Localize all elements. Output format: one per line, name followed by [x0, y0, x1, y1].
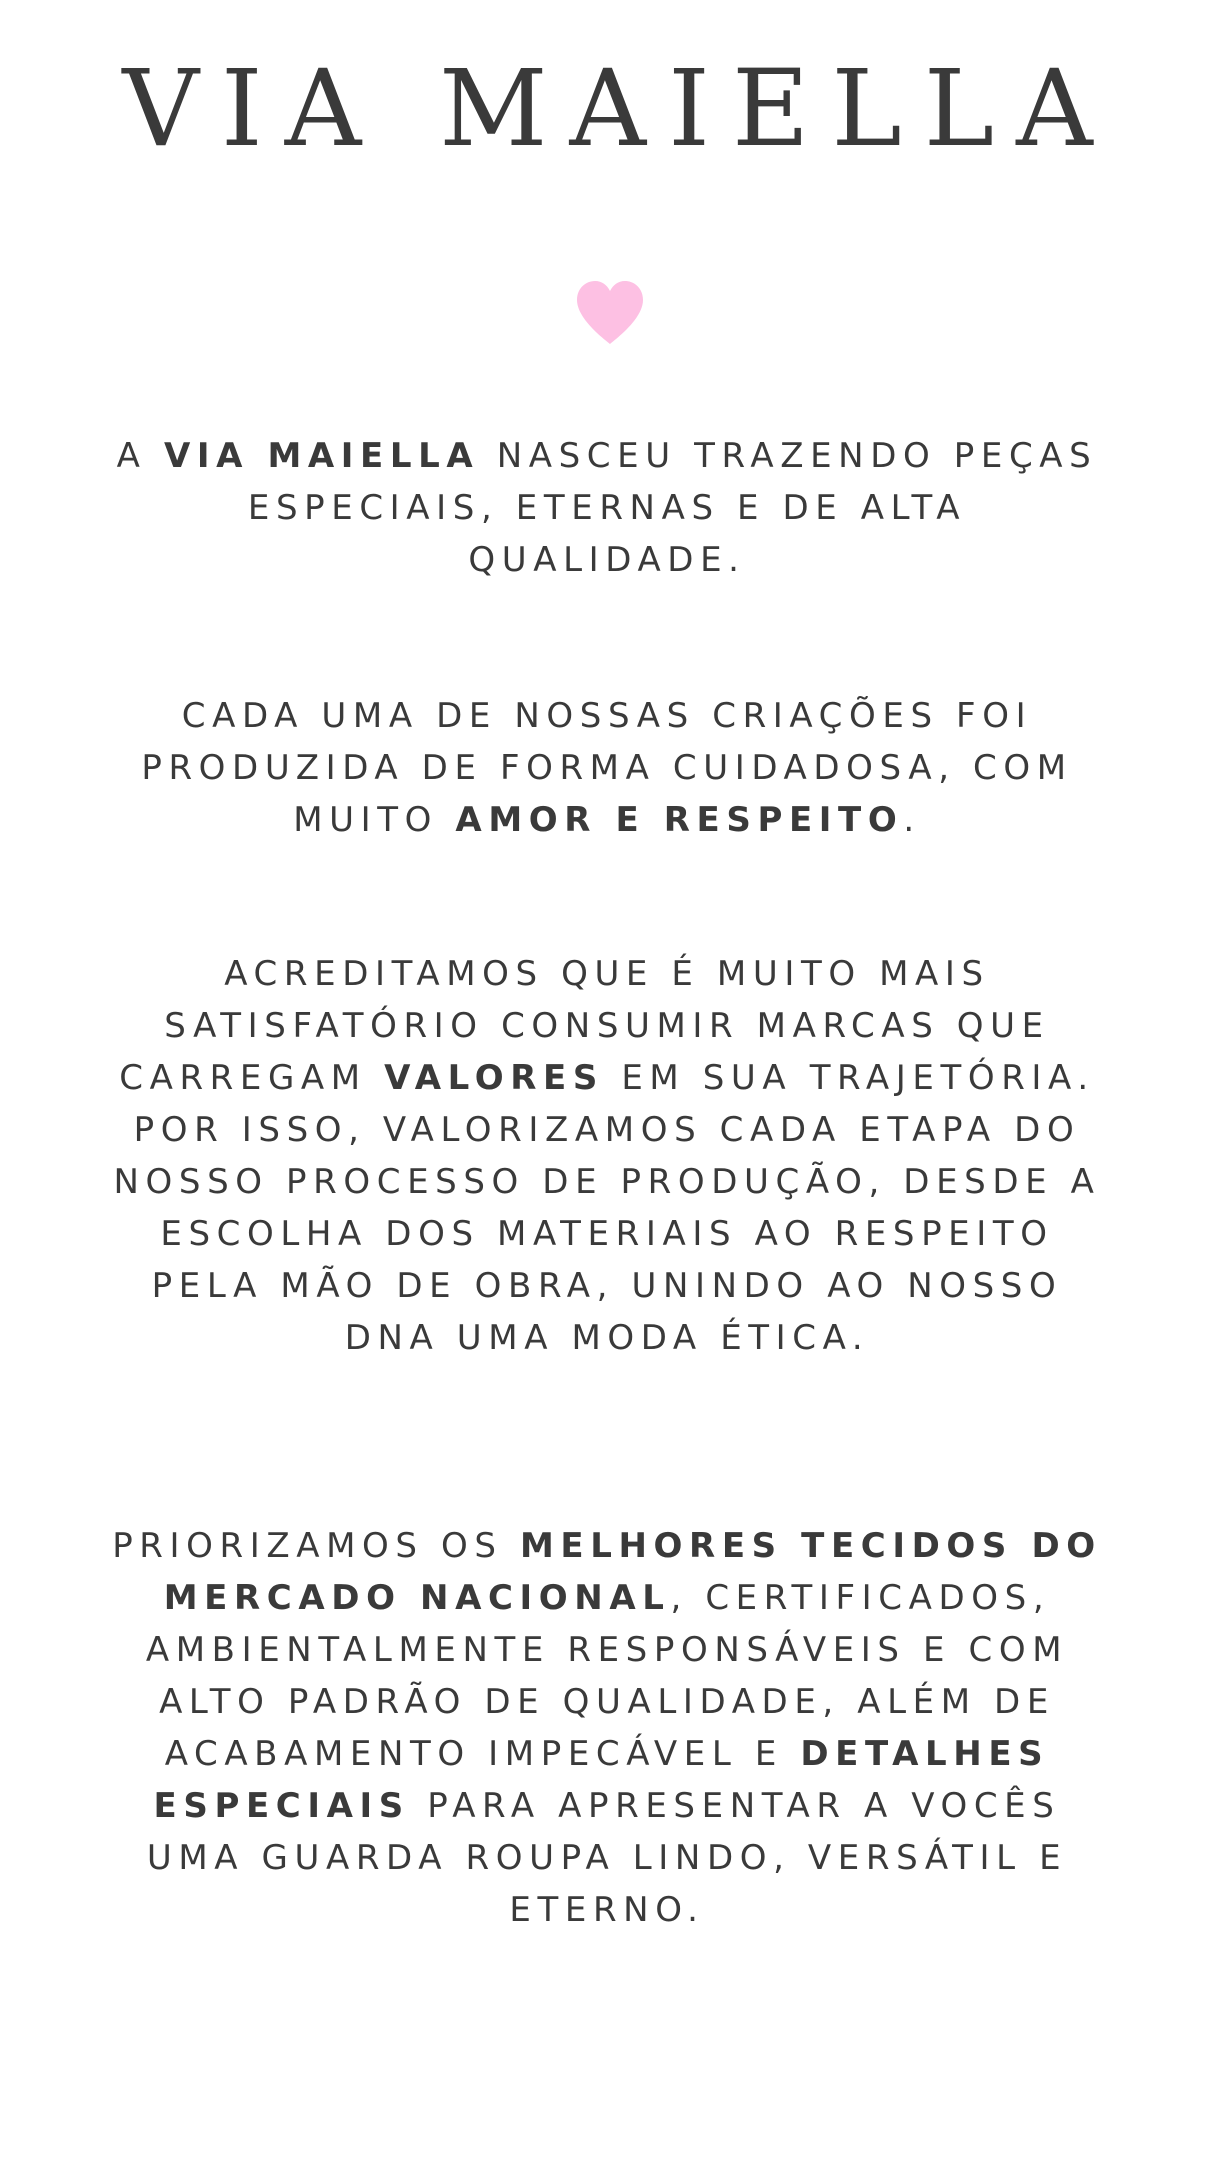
brand-title: VIA MAIELLA [122, 47, 1115, 170]
text-run-bold: DETALHES ESPECIAIS [153, 1734, 1050, 1826]
text-run-bold: VIA MAIELLA [163, 436, 480, 476]
craft-paragraph [107, 690, 1107, 846]
heart-icon [575, 280, 645, 346]
heart-shape [577, 281, 643, 344]
text-run: PARA APRESENTAR A VOCÊS UMA GUARDA ROUPA LINDO, VERSÁTIL E ETERNO. [146, 1786, 1068, 1930]
text-run: PRIORIZAMOS OS [112, 1526, 520, 1566]
text-run: CADA UMA DE NOSSAS CRIAÇÕES FOI PRODUZIDA DE FORMA CUIDADOSA, COM MUITO [141, 696, 1073, 840]
text-run: ACREDITAMOS QUE É MUITO MAIS SATISFATÓRIO CONSUMIR MARCAS QUE CARREGAM [119, 954, 1050, 1098]
text-run-bold: VALORES [384, 1058, 604, 1098]
text-run: NASCEU TRAZENDO PEÇAS ESPECIAIS, ETERNAS E DE ALTA QUALIDADE. [247, 436, 1098, 580]
values-paragraph [107, 948, 1107, 1364]
text-run: EM SUA TRAJETÓRIA. POR ISSO, VALORIZAMOS CADA ETAPA DO NOSSO PROCESSO DE PRODUÇÃO, DESDE A ESCOLHA DOS MATERIAIS AO RESPEITO PELA MÃO DE OBRA, UNINDO AO NOSSO DNA UMA MODA ÉTICA. [113, 1058, 1101, 1358]
text-run: A [116, 436, 164, 476]
text-run: , CERTIFICADOS, AMBIENTALMENTE RESPONSÁVEIS E COM ALTO PADRÃO DE QUALIDADE, ALÉM DE ACABAMENTO IMPECÁVEL E [145, 1578, 1069, 1774]
text-run-bold: AMOR E RESPEITO [455, 800, 904, 840]
intro-paragraph [107, 430, 1107, 586]
fabrics-paragraph [107, 1520, 1107, 1936]
text-run-bold: MELHORES TECIDOS DO MERCADO NACIONAL [163, 1526, 1102, 1618]
text-run: . [903, 800, 921, 840]
